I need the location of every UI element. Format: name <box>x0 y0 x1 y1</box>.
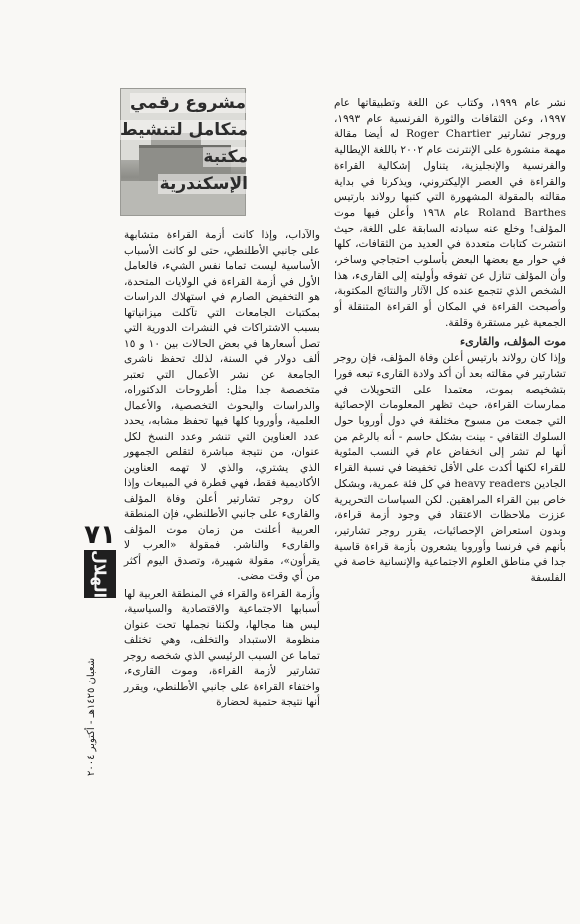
text-column-middle <box>124 228 320 788</box>
paragraph: وأزمة القراءة والقراء في المنطقة العربية لها أسبابها الاجتماعية والاقتصادية والسياسية، ليس هنا مجالها، ولكننا نجملها تحت عنوان منظومة الاستبداد والتخلف، وهي تختلف تماما عن السبب الرئيسي الذي شخصه روجر تشارتير لأزمة القراءة، وموت القارىء، واختفاء القراءة على جانبي الأطلنطي، ويقرر أنها نتيجة حتمية لحضارة <box>124 587 320 708</box>
caption-text: مشروع رقمي متكامل لتنشيط مكتبة الإسكندرية <box>119 93 248 194</box>
paragraph: وإذا كان رولاند بارتيس أعلن وفاة المؤلف، فإن روجر تشارتير في مقالته بعد أن أكد ولادة القارىء تبعه فورا بتشخيصه بموت، معتمدا على التحويلات في ممارسات القراءة، حيث تظهر المعلومات الإحصائية التي جمعت من مسوح مختلفة في دول أوروبا حول السلوك الثقافي - بينت بشكل حاسم - أنه بالرغم من أنها لم تشر إلى انخفاض عام في النسب المئوية للقراء لكنها أكدت على الأقل تخفيضا في نسبة القراء الجادين heavy readers في كل فئة عمرية، وبشكل خاص بين القراء المراهقين. لكن السياسات التحريرية عززت ملاحظات الاعتقاد في وجود أزمة قراءة، وبدون استعراض الإحصائيات، يقرر روجر تشارتير، بأنهم في فرنسا وأوروبا يشعرون بأزمة قراءة قاسية جدا في مناطق العلوم الاجتماعية والإنسانية خاصة في الفلسفة <box>334 352 566 585</box>
paragraph: نشر عام ١٩٩٩، وكتاب عن اللغة وتطبيقاتها عام ١٩٩٧، وعن الثقافات والثورة الفرنسية عام ١٩٩٣، وروجر تشارتير Roger Chartier له أيضا مقالة مهمة منشورة على الإنترنت عام ٢٠٠٢ باللغة الإيطالية والفرنسية والإنجليزية، يتناول إشكالية القراءة والقراءة في العصر الإليكتروني، ويذكرنا في بداية مقالته بالمقولة المشهورة التي كتبها رولاند بارتيس Roland Barthes عام ١٩٦٨ وأعلن فيها موت المؤلف! وخلع عنه سيادته السابقة على اللغة، حيث انتشرت كتابات متعددة في العديد من الثقافات، كلها في حوار مع بعضها البعض بأسلوب احتجاجي وساخر، وأن المؤلف تنازل عن تفوقه وأوليته إلى القارىء، هذا الشخص الذي تتجمع عنده كل الآثار والنتائج المكتوبة، وأصبحت القراءة في المكان أو القراءة المتنقلة أو الجمعية غير مستقرة وقلقة. <box>334 97 567 329</box>
page-number: ٧١ <box>84 520 116 550</box>
paragraph: والآداب، وإذا كانت أزمة القراءة متشابهة على جانبي الأطلنطي، حتى لو كانت الأسباب الأساسية ليست تماما نفس الشيء، فالعامل الأول في أزمة القراءة في الولايات المتحدة، هو التخفيض الصارم في استهلاك الدراسات بمكتبات الجامعات التي تآكلت ميزانياتها بسبب الاشتراكات في النشرات الدورية التي تصل أسعارها في بعض الحالات بين ١٠ و ١٥ ألف دولار في السنة، لذلك تحفظ ناشرى الجامعة عن نشر الأعمال التي تعتبر متخصصة جدا مثل: أطروحات الدكتوراه، والدراسات والبحوث التخصصية، والأعمال العلمية، وأوروبا كلها فيها تحفظ مشابه، يحدد عدد العناوين التي تنشر وعدد النسخ لكل عنوان، من نتيجة مباشرة لتقلص الجمهور الذي يشتري، والذي لا تهمه العناوين الأكاديمية فقط، فهي قطرة في المبيعات وإذا كان روجر تشارتير أعلن وفاة المؤلف والقارىء على جانبي الأطلنطي، فإن المنطقة العربية أعلنت من زمان موت المؤلف والقارىء والناشر. فمقولة «العرب لا يقرأون»، مقولة شهيرة، وتصدق اليوم أكثر من أي وقت مضى. <box>124 229 320 582</box>
issue-date: شعبان ١٤٢٥هـ - أكتوبر ٢٠٠٤ <box>86 657 97 777</box>
magazine-logo: الهلال <box>84 550 116 598</box>
section-heading: موت المؤلف، والقارىء <box>459 334 566 348</box>
photo-caption <box>118 90 248 198</box>
text-column-right <box>334 96 566 816</box>
